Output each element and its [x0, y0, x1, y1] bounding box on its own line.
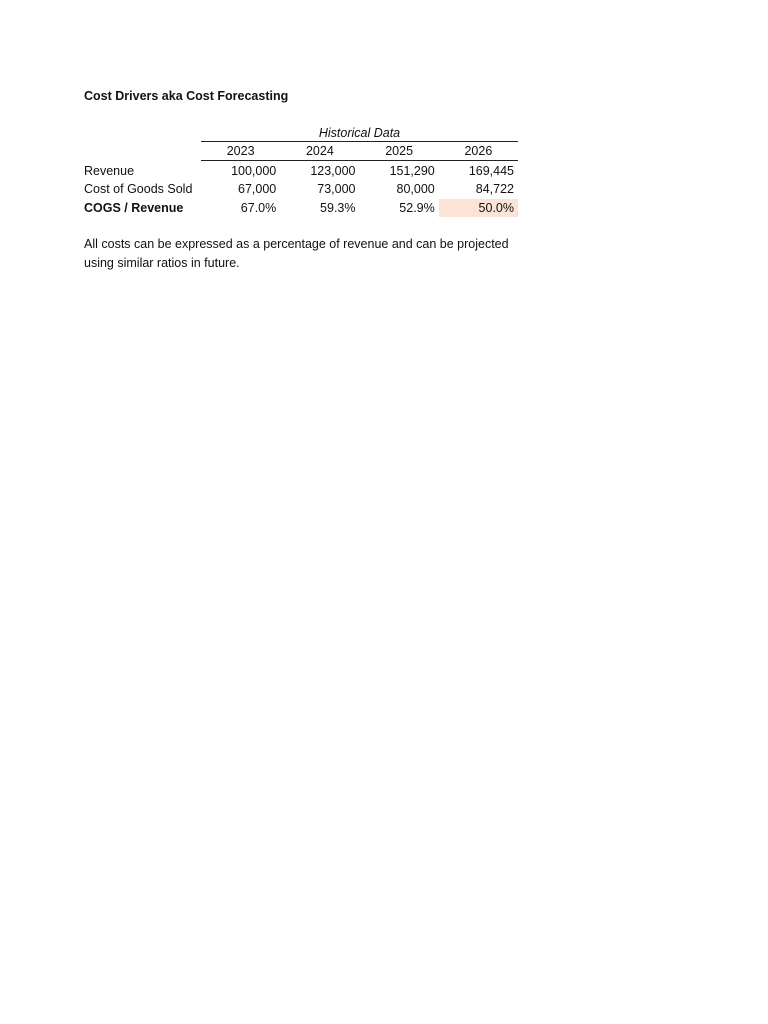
ratio-2024: 59.3% — [320, 201, 356, 215]
row-label-cogs-ratio: COGS / Revenue — [84, 201, 184, 215]
row-label-revenue: Revenue — [84, 164, 135, 178]
table-row-cogs-ratio — [84, 199, 518, 217]
row-label-cogs: Cost of Goods Sold — [84, 182, 193, 196]
cogs-2023: 67,000 — [238, 182, 277, 196]
cogs-2025: 80,000 — [396, 182, 435, 196]
ratio-2025: 52.9% — [399, 201, 435, 215]
year-header-2026: 2026 — [464, 144, 493, 158]
year-header-2025: 2025 — [385, 144, 414, 158]
revenue-2026: 169,445 — [468, 164, 514, 178]
historical-data-header: Historical Data — [201, 124, 518, 142]
cogs-2026: 84,722 — [475, 182, 514, 196]
revenue-2025: 151,290 — [389, 164, 435, 178]
cogs-2024: 73,000 — [317, 182, 356, 196]
year-header-2023: 2023 — [226, 144, 255, 158]
revenue-2024: 123,000 — [310, 164, 356, 178]
table-row-cogs — [84, 180, 518, 198]
revenue-2023: 100,000 — [231, 164, 277, 178]
ratio-2026-highlighted-cell: 50.0% — [439, 199, 518, 217]
ratio-2023: 67.0% — [240, 201, 277, 215]
explanation-note: All costs can be expressed as a percentage of revenue and can be projected using similar ratios in future. — [84, 237, 509, 270]
year-header-row — [201, 143, 518, 161]
table-row-revenue — [84, 162, 518, 180]
year-header-2024: 2024 — [305, 144, 334, 158]
page-title: Cost Drivers aka Cost Forecasting — [84, 89, 289, 103]
